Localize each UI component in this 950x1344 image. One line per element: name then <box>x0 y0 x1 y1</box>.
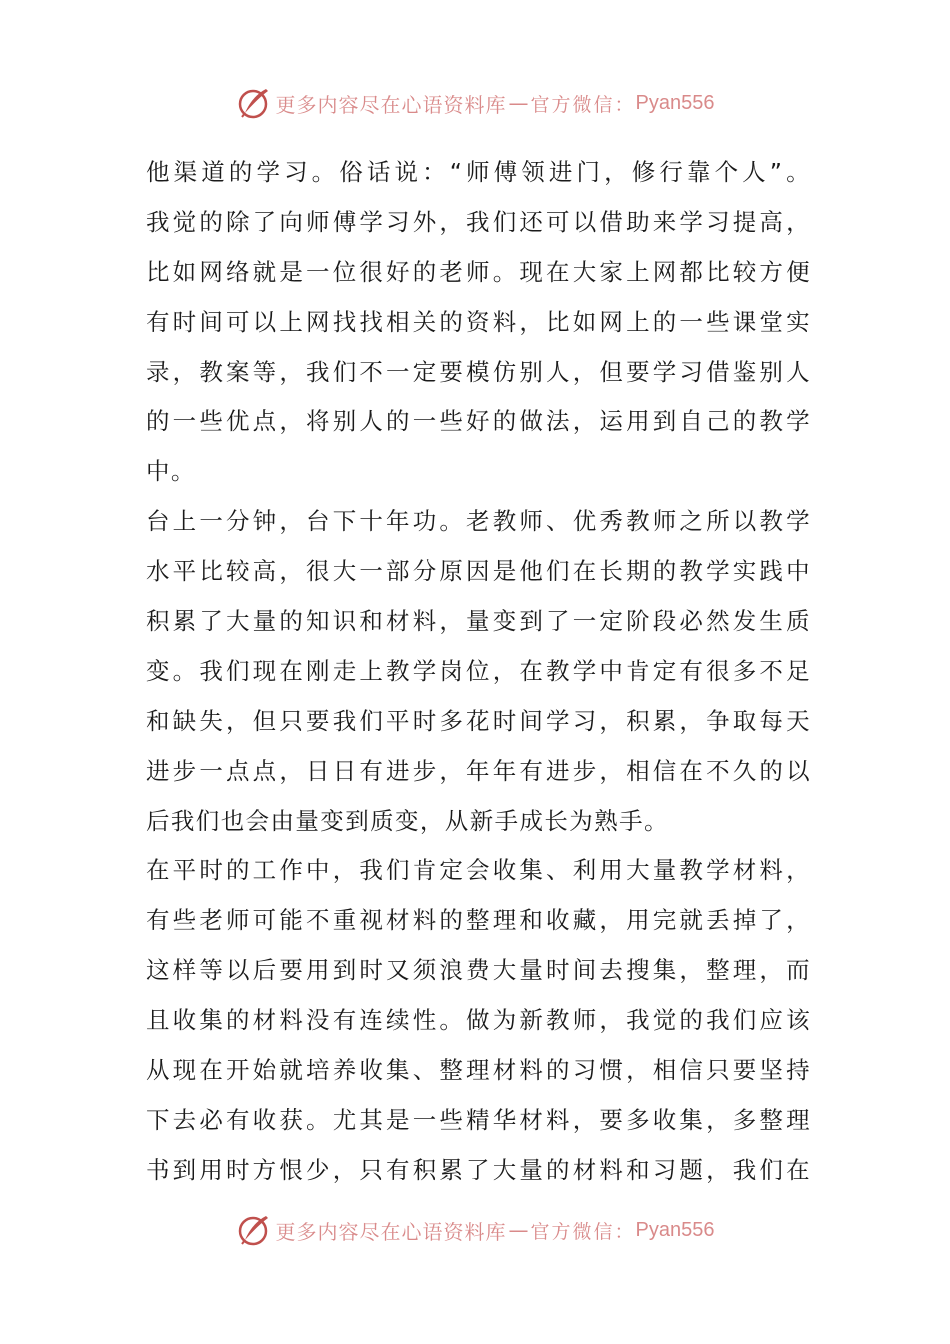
banner-separator: — <box>508 1218 529 1242</box>
quill-pen-logo-icon <box>236 85 272 121</box>
body-line: 有些老师可能不重视材料的整理和收藏，用完就丢掉了， <box>146 906 811 935</box>
body-line: 在平时的工作中，我们肯定会收集、利用大量教学材料， <box>146 856 811 885</box>
body-line: 和缺失，但只要我们平时多花时间学习，积累，争取每天 <box>146 706 811 735</box>
body-line: 比如网络就是一位很好的老师。现在大家上网都比较方便 <box>146 257 811 286</box>
body-line: 他渠道的学习。俗话说：“师傅领进门，修行靠个人”。 <box>146 158 811 186</box>
footer-banner <box>0 1205 950 1255</box>
wechat-label: 官方微信： <box>530 1220 636 1243</box>
banner-text: 更多内容尽在心语资料库 <box>275 1219 507 1244</box>
body-line: 水平比较高，很大一部分原因是他们在长期的教学实践中 <box>146 557 811 586</box>
body-line: 下去必有收获。尤其是一些精华材料，要多收集，多整理 <box>146 1105 811 1134</box>
banner-text: 更多内容尽在心语资料库 <box>275 92 507 117</box>
wechat-id: Pyan556 <box>635 91 715 114</box>
body-line: 进步一点点，日日有进步，年年有进步，相信在不久的以 <box>146 756 811 785</box>
body-line: 的一些优点，将别人的一些好的做法，运用到自己的教学 <box>146 407 811 436</box>
body-line: 书到用时方恨少，只有积累了大量的材料和习题，我们在 <box>146 1155 811 1184</box>
body-line: 从现在开始就培养收集、整理材料的习惯，相信只要坚持 <box>146 1056 811 1085</box>
body-line: 变。我们现在刚走上教学岗位，在教学中肯定有很多不足 <box>146 656 811 685</box>
body-line: 积累了大量的知识和材料，量变到了一定阶段必然发生质 <box>146 607 811 636</box>
banner-separator: — <box>508 91 529 115</box>
body-line: 中。 <box>146 457 196 486</box>
wechat-id: Pyan556 <box>635 1218 715 1241</box>
body-line: 台上一分钟，台下十年功。老教师、优秀教师之所以教学 <box>146 507 811 536</box>
body-line: 这样等以后要用到时又须浪费大量时间去搜集，整理，而 <box>146 956 811 985</box>
document-body <box>146 148 811 1196</box>
header-banner <box>0 78 950 128</box>
body-line: 后我们也会由量变到质变，从新手成长为熟手。 <box>146 806 669 835</box>
body-line: 且收集的材料没有连续性。做为新教师，我觉的我们应该 <box>146 1006 811 1035</box>
quill-pen-logo-icon <box>236 1212 272 1248</box>
body-line: 我觉的除了向师傅学习外，我们还可以借助来学习提高， <box>146 207 811 236</box>
body-line: 录，教案等，我们不一定要模仿别人，但要学习借鉴别人 <box>146 357 811 386</box>
body-line: 有时间可以上网找找相关的资料，比如网上的一些课堂实 <box>146 307 811 336</box>
wechat-label: 官方微信： <box>530 93 636 116</box>
